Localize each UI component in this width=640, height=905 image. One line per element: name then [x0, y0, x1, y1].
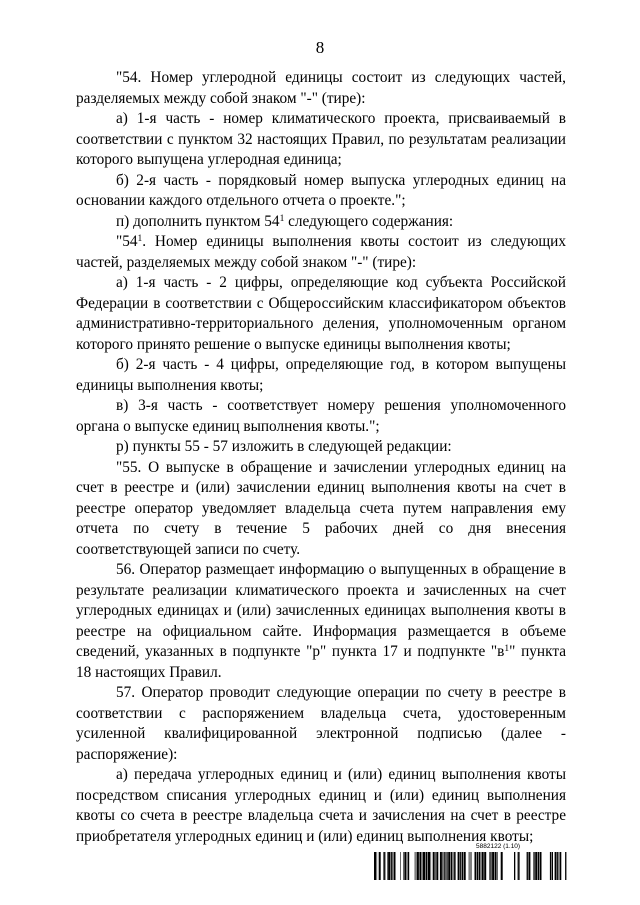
paragraph: п) дополнить пунктом $54^1$ следующего содержания:	[116, 212, 454, 230]
paragraph: б) 2-я часть - 4 цифры, определяющие год, в котором выпущены единицы выполнения квоты;	[76, 356, 566, 394]
paragraph: в) 3-я часть - соответствует номеру решения уполномоченного органа о выпуске единиц выполнения квоты.";	[76, 397, 566, 435]
document-code: 5882122 (1.10)	[476, 843, 521, 850]
paragraph: "$54^1$. Номер единицы выполнения квоты состоит из следующих частей, разделяемых между собой знаком "-" (тире):	[76, 233, 566, 271]
paragraph: р) пункты 55 - 57 изложить в следующей редакции:	[116, 438, 452, 455]
paragraph: "54. Номер углеродной единицы состоит из следующих частей, разделяемых между собой знаком "-" (тире):	[76, 69, 566, 107]
document-body	[76, 68, 566, 847]
paragraph: а) 1-я часть - номер климатического проекта, присваиваемый в соответствии с пунктом 32 настоящих Правил, по результатам реализации которого выпущена углеродная единица;	[76, 110, 566, 168]
paragraph: а) передача углеродных единиц и (или) единиц выполнения квоты посредством списания углеродных единиц и (или) единиц выполнения квоты со счета в реестре владельца счета и зачисления на счет в реестре приобретателя углеродных единиц и (или) единиц выполнения квоты;	[76, 766, 566, 845]
superscript: 1	[279, 213, 285, 224]
paragraph: 56. Оператор размещает информацию о выпущенных в обращение в результате реализации климатического проекта и зачисленных на счет углеродных единицах и (или) зачисленных единицах выполнения квоты в реестре на официальном сайте. Информация размещается в объеме сведений, указанных в подпункте "р" пункта 17 и подпункте "$в^1$" пункта 18 настоящих Правил.	[76, 561, 566, 681]
superscript: 1	[504, 644, 510, 654]
paragraph: а) 1-я часть - 2 цифры, определяющие код субъекта Российской Федерации в соответствии с Общероссийским классификатором объектов административно-территориального деления, уполномоченным органом которого принято решение о выпуске единицы выполнения квоты;	[76, 274, 566, 353]
paragraph: "55. О выпуске в обращение и зачислении углеродных единиц на счет в реестре и (или) зачислении единиц выполнения квоты на счет в реестре оператор уведомляет владельца счета путем направления ему отчета по счету в течение 5 рабочих дней со дня внесения соответствующей записи по счету.	[76, 458, 566, 558]
barcode-icon	[374, 852, 568, 880]
superscript: 1	[137, 234, 143, 244]
page-number: 8	[315, 38, 325, 57]
paragraph: 57. Оператор проводит следующие операции по счету в реестре в соответствии с распоряжением владельца счета, удостоверенным усиленной квалифицированной электронной подписью (далее - распоряжение):	[76, 684, 566, 763]
paragraph: б) 2-я часть - порядковый номер выпуска углеродных единиц на основании каждого отдельного отчета о проекте.";	[76, 171, 566, 209]
